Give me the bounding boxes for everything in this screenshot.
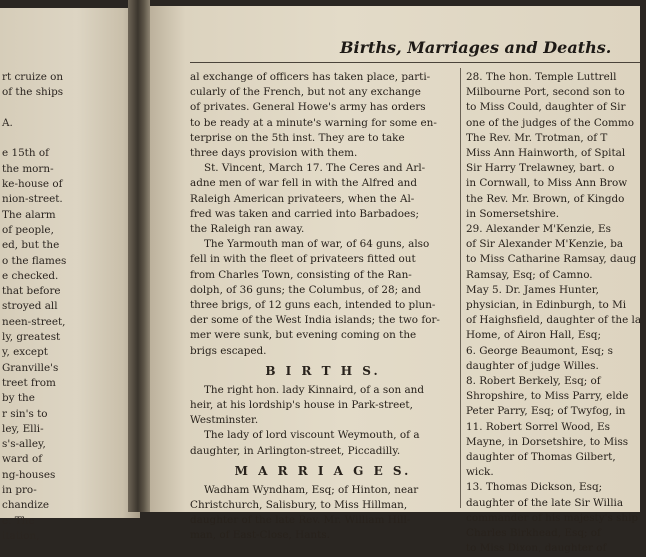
fragment-line: A. xyxy=(2,116,13,129)
text-line: in Cornwall, to Miss Ann Brow xyxy=(466,177,628,190)
text-line: der some of the West India islands; the two for- xyxy=(190,314,440,327)
fragment-line: ke-house of xyxy=(2,178,63,191)
text-line: 11. Robert Sorrel Wood, Es xyxy=(466,420,610,433)
text-line: Sir Harry Trelawney, bart. o xyxy=(466,162,615,175)
text-line: daughter, in Arlington-street, Piccadilly. xyxy=(190,444,401,457)
fragment-line: nion-street. xyxy=(2,193,63,206)
text-line: The lady of lord viscount Weymouth, of a xyxy=(204,429,420,442)
marriages-heading: M A R R I A G E S. xyxy=(234,463,412,478)
fragment-line xyxy=(2,131,66,146)
fragment-line: chandize xyxy=(2,499,49,512)
text-line: terprise on the 5th inst. They are to take xyxy=(190,131,405,144)
fragment-line: e 15th of xyxy=(2,147,49,160)
text-line: Home, of Airon Hall, Esq; xyxy=(466,329,601,342)
fragment-line: itation, xyxy=(2,529,40,542)
text-line: fred was taken and carried into Barbadoes; xyxy=(190,207,419,220)
text-line: one of the judges of the Commo xyxy=(466,116,635,129)
text-line: man, of East-Close, Hants. xyxy=(190,529,330,542)
st-vincent-report xyxy=(190,161,456,237)
text-line: adne men of war fell in with the Alfred and xyxy=(190,177,418,190)
fragment-line: that before xyxy=(2,285,61,298)
text-line: from Charles Town, consisting of the Ran- xyxy=(190,268,412,281)
text-line: three brigs, of 12 guns each, intended to plun- xyxy=(190,299,436,312)
text-line: brigs escaped. xyxy=(190,344,267,357)
fragment-line: r sin's to xyxy=(2,407,48,420)
fragment-line: of the ships xyxy=(2,86,64,99)
text-line: 29. Alexander M'Kenzie, Es xyxy=(466,223,611,236)
page-header-title: Births, Marriages and Deaths. xyxy=(340,38,612,57)
text-line: Raleigh American privateers, when the Al- xyxy=(190,192,415,205)
column-right xyxy=(466,70,646,557)
text-line: Milbourne Port, second son to xyxy=(466,86,625,99)
text-line: The Yarmouth man of war, of 64 guns, also xyxy=(204,238,430,251)
text-line: cularly of the French, but not any exchange xyxy=(190,86,421,99)
text-line: The right hon. lady Kinnaird, of a son and xyxy=(204,383,425,396)
fragment-line: o the flames xyxy=(2,254,67,267)
page-gutter xyxy=(128,0,150,512)
fragment-line: ng-houses xyxy=(2,468,56,481)
column-divider xyxy=(460,68,461,508)
left-page-text-fragments xyxy=(2,70,66,544)
text-line: 8. Robert Berkely, Esq; of xyxy=(466,375,601,388)
births-heading: B I R T H S. xyxy=(265,363,381,378)
fragment-line: by the xyxy=(2,392,35,405)
fragment-line: The alarm xyxy=(2,208,56,221)
text-line: the Raleigh ran away. xyxy=(190,223,305,236)
text-line: daughter of Thomas Gilbert, xyxy=(466,451,616,464)
text-line: fell in with the fleet of privateers fitted out xyxy=(190,253,416,266)
fragment-line: ed, but the xyxy=(2,239,60,252)
text-line: daughter of the late Sir Willia xyxy=(466,496,624,509)
text-line: Peter Parry, Esq; of Twyfog, in xyxy=(466,405,626,418)
fragment-line: Granville's xyxy=(2,361,59,374)
text-line: Westminster. xyxy=(190,414,259,427)
text-line: al exchange of officers has taken place, parti- xyxy=(190,71,431,83)
fragment-line: ley, Elli- xyxy=(2,422,44,435)
marriage-notice xyxy=(190,483,456,544)
fragment-line: in pro- xyxy=(2,484,37,497)
text-line: The Rev. Mr. Trotman, of T xyxy=(466,131,608,144)
text-line: to Miss Catharine Ramsay, daug xyxy=(466,253,637,266)
text-line: daughter of judge Willes. xyxy=(466,359,599,372)
text-line: of Haighsfield, daughter of the la xyxy=(466,314,642,327)
text-line: commander of his majesty's ship xyxy=(466,511,639,524)
birth-notice xyxy=(190,383,456,429)
fragment-line: rt cruize on xyxy=(2,71,64,83)
fragment-line: ward of xyxy=(2,453,43,466)
text-line: May 5. Dr. James Hunter, xyxy=(466,283,599,296)
text-line: mer were sunk, but evening coming on the xyxy=(190,329,417,342)
text-line: 6. George Beaumont, Esq; s xyxy=(466,344,613,357)
left-page xyxy=(0,8,140,542)
text-line: heir, at his lordship's house in Park-street, xyxy=(190,399,413,412)
birth-notice xyxy=(190,428,456,458)
text-line: Shropshire, to Miss Parry, elde xyxy=(466,390,629,403)
text-line: Wadham Wyndham, Esq; of Hinton, near xyxy=(204,483,419,496)
fragment-line xyxy=(2,101,66,116)
fragment-line: the morn- xyxy=(2,162,54,175)
text-line: of Sir Alexander M'Kenzie, ba xyxy=(466,238,624,251)
yarmouth-report xyxy=(190,237,456,359)
text-line: in Somersetshire. xyxy=(466,207,560,220)
fragment-line: s's-alley, xyxy=(2,438,46,451)
text-line: to Miss Could, daughter of Sir xyxy=(466,101,626,114)
header-rule xyxy=(190,62,640,63)
text-line: to Miss Dixon, daughter of xyxy=(466,542,607,555)
fragment-line: of people, xyxy=(2,223,54,236)
text-line: Miss Ann Hainworth, of Spital xyxy=(466,147,626,160)
text-line: to be ready at a minute's warning for some en- xyxy=(190,116,437,129)
text-line: wick. xyxy=(466,466,494,479)
fragment-line: e. The xyxy=(2,514,35,527)
text-line: 28. The hon. Temple Luttrell xyxy=(466,71,617,83)
text-line: dolph, of 36 guns; the Columbus, of 28; and xyxy=(190,283,421,296)
fragment-line: stroyed all xyxy=(2,300,58,313)
text-line: Mayne, in Dorsetshire, to Miss xyxy=(466,435,629,448)
text-line: three days provision with them. xyxy=(190,147,358,160)
fragment-line: treet from xyxy=(2,376,56,389)
fragment-line: ly, greatest xyxy=(2,331,61,344)
text-line: St. Vincent, March 17. The Ceres and Arl- xyxy=(204,162,426,175)
fragment-line: y, except xyxy=(2,346,48,359)
text-line: Charles Birkhead, Esq; of xyxy=(466,527,601,540)
text-line: of privates. General Howe's army has orders xyxy=(190,101,426,114)
text-line: daughter of the late Rev. Mr. William Hill- xyxy=(190,514,411,527)
text-line: Christchurch, Salisbury, to Miss Hillman, xyxy=(190,499,408,512)
text-line: the Rev. Mr. Brown, of Kingdo xyxy=(466,192,625,205)
text-line: Ramsay, Esq; of Camno. xyxy=(466,268,593,281)
column-left xyxy=(190,70,456,544)
news-continuation xyxy=(190,70,456,161)
fragment-line: neen-street, xyxy=(2,315,66,328)
fragment-line: e checked. xyxy=(2,269,59,282)
text-line: physician, in Edinburgh, to Mi xyxy=(466,299,627,312)
text-line: 13. Thomas Dickson, Esq; xyxy=(466,481,603,494)
